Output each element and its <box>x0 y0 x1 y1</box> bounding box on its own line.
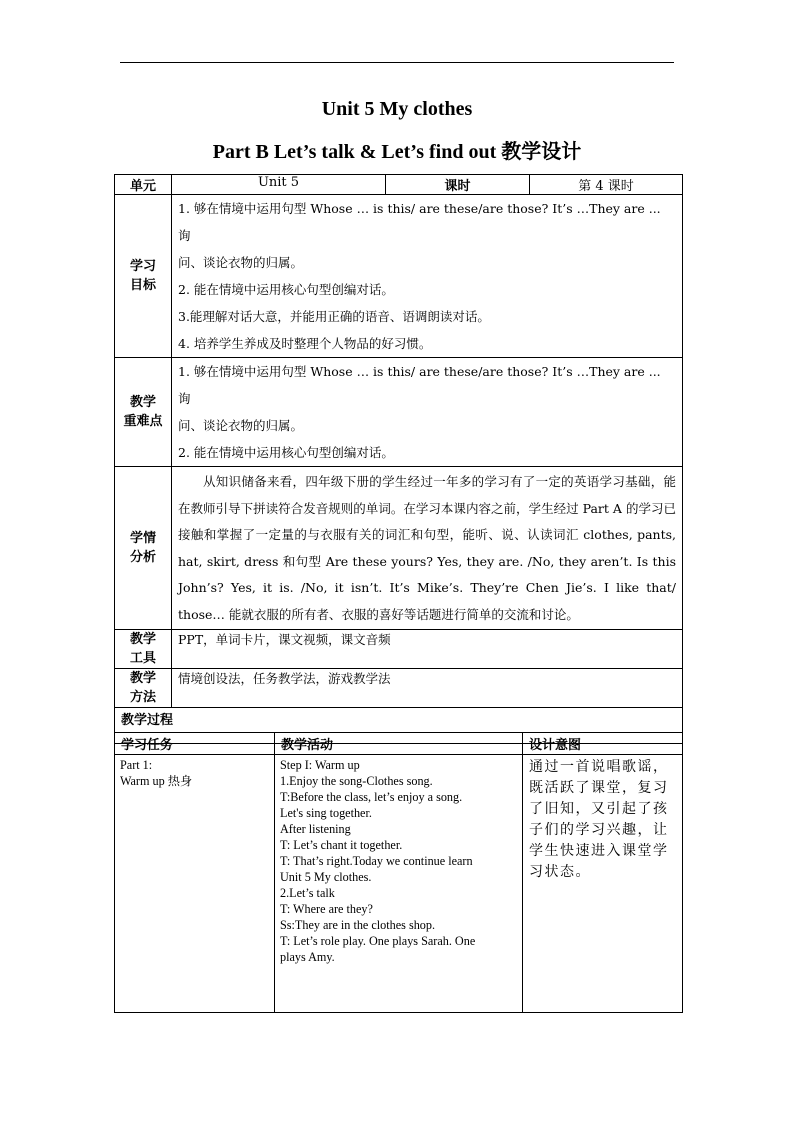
activity-line: 2.Let’s talk <box>280 886 335 900</box>
methods-content: 情境创设法，任务教学法，游戏教学法 <box>172 668 683 707</box>
task-column-header: 学习任务 <box>115 733 275 755</box>
page-subtitle: Part B Let’s talk & Let’s find out 教学设计 <box>212 141 582 163</box>
key-point-item: 2. 能在情境中运用核心句型创编对话。 <box>178 445 394 460</box>
objective-item: 2. 能在情境中运用核心句型创编对话。 <box>178 282 394 297</box>
activity-line: 1.Enjoy the song-Clothes song. <box>280 774 433 788</box>
key-points-content <box>172 358 683 467</box>
intent-cell: 通过一首说唱歌谣，既活跃了课堂，复习了旧知，又引起了孩子们的学习兴趣，让学生快速进入课堂学习状态。 <box>523 755 683 1013</box>
lesson-info-table <box>114 174 683 744</box>
page-title: Unit 5 My clothes <box>321 98 473 120</box>
activity-line: plays Amy. <box>280 950 335 964</box>
activity-line: T: Let’s chant it together. <box>280 838 403 852</box>
objective-item: 问、谈论衣物的归属。 <box>178 255 304 270</box>
key-points-label: 教学 重难点 <box>115 358 172 467</box>
unit-label: 单元 <box>115 175 172 195</box>
activity-line: T: That’s right.Today we continue learn <box>280 854 473 868</box>
process-table <box>114 732 683 1013</box>
analysis-content <box>172 467 683 630</box>
activity-line: T: Where are they? <box>280 902 373 916</box>
objective-item: 4. 培养学生养成及时整理个人物品的好习惯。 <box>178 336 432 351</box>
activity-column-header: 教学活动 <box>275 733 523 755</box>
activity-line: Let's sing together. <box>280 806 372 820</box>
intent-column-header: 设计意图 <box>523 733 683 755</box>
task-cell: Part 1: Warm up 热身 <box>115 755 275 1013</box>
activity-cell <box>275 755 523 1013</box>
activity-line: Step I: Warm up <box>280 758 360 772</box>
activity-line: After listening <box>280 822 351 836</box>
header-rule <box>120 62 674 63</box>
lesson-value: 第 4 课时 <box>530 175 683 195</box>
process-header-row <box>115 733 683 755</box>
activity-line: T:Before the class, let’s enjoy a song. <box>280 790 463 804</box>
activity-line: Ss:They are in the clothes shop. <box>280 918 436 932</box>
analysis-text: 从知识储备来看，四年级下册的学生经过一年多的学习有了一定的英语学习基础，能在教师引导下拼读符合发音规则的单词。在学习本课内容之前，学生经过 Part A 的学习已接触和掌握了一定量的与衣服有关的词汇和句型，能听、说、认读词汇 clothes, pants, hat, skirt, dress 和句型 Are these yours? Yes, they are. /No, they aren’t. Is this John’s? Yes, it is. /No, it isn’t. It’s Mike’s. They’re Chen Jie’s. I like that/ those… 能就衣服的所有者、衣服的喜好等话题进行简单的交流和讨论。 <box>178 474 676 622</box>
tools-row <box>115 629 683 668</box>
process-heading: 教学过程 <box>115 707 683 743</box>
tools-label: 教学 工具 <box>115 629 172 668</box>
unit-row <box>115 175 683 195</box>
key-point-item: 1. 够在情境中运用句型 Whose … is this/ are these/are those? It’s …They are ... 询 <box>178 364 661 406</box>
key-points-row <box>115 358 683 467</box>
unit-value: Unit 5 <box>172 175 386 195</box>
objective-item: 3.能理解对话大意，并能用正确的语音、语调朗读对话。 <box>178 309 490 324</box>
objectives-row <box>115 195 683 358</box>
process-row <box>115 755 683 1013</box>
objectives-content <box>172 195 683 358</box>
methods-row <box>115 668 683 707</box>
tools-content: PPT，单词卡片，课文视频，课文音频 <box>172 629 683 668</box>
analysis-row <box>115 467 683 630</box>
analysis-label: 学情 分析 <box>115 467 172 630</box>
activity-line: Unit 5 My clothes. <box>280 870 372 884</box>
activity-line: T: Let’s role play. One plays Sarah. One <box>280 934 476 948</box>
lesson-label: 课时 <box>386 175 530 195</box>
objectives-label: 学习 目标 <box>115 195 172 358</box>
key-point-item: 问、谈论衣物的归属。 <box>178 418 304 433</box>
objective-item: 1. 够在情境中运用句型 Whose … is this/ are these/are those? It’s …They are ... 询 <box>178 201 661 243</box>
methods-label: 教学 方法 <box>115 668 172 707</box>
